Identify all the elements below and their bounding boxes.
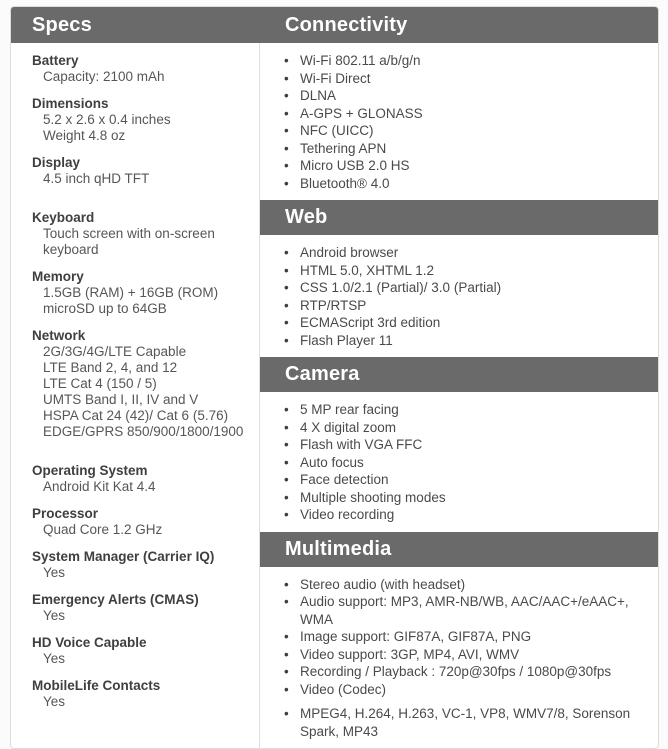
section-header-bar — [260, 532, 658, 567]
section-item: • Wi-Fi 802.11 a/b/g/n — [260, 52, 654, 70]
spec-value: Android Kit Kat 4.4 — [43, 479, 156, 494]
spec-group — [32, 592, 249, 624]
content-columns — [11, 43, 658, 748]
section-item: • Tethering APN — [260, 140, 654, 158]
section-item: • HTML 5.0, XHTML 1.2 — [260, 262, 654, 280]
section-item: • Android browser — [260, 244, 654, 262]
spec-value: Weight 4.8 oz — [43, 128, 126, 143]
spec-value: 2G/3G/4G/LTE Capable — [43, 344, 187, 359]
section-item: • MPEG4, H.264, H.263, VC-1, VP8, WMV7/8, Sorenson Spark, MP43 — [260, 705, 654, 740]
spec-group-label: System Manager (Carrier IQ) — [32, 549, 215, 564]
section-item: • Flash with VGA FFC — [260, 436, 654, 454]
section-header-bar — [260, 200, 658, 235]
spec-value: Quad Core 1.2 GHz — [43, 522, 163, 537]
spec-group-label: Processor — [32, 506, 99, 521]
section-item: • ECMAScript 3rd edition — [260, 314, 654, 332]
spec-group — [32, 53, 249, 85]
spec-group — [32, 328, 249, 440]
spec-group — [32, 269, 249, 317]
section-header-bar — [260, 357, 658, 392]
spec-group — [32, 210, 249, 258]
top-header-bar — [11, 7, 658, 43]
section-item-list — [260, 43, 658, 200]
section-item: • Video recording — [260, 506, 654, 524]
section-item: • Multiple shooting modes — [260, 489, 654, 507]
spec-group-label: HD Voice Capable — [32, 635, 147, 650]
section-item: • Flash Player 11 — [260, 332, 654, 350]
spec-group-label: Emergency Alerts (CMAS) — [32, 592, 199, 607]
section-item-list — [260, 392, 658, 532]
spec-value: LTE Band 2, 4, and 12 — [43, 360, 178, 375]
specs-title: Specs — [32, 14, 92, 36]
spec-value: 1.5GB (RAM) + 16GB (ROM) — [43, 285, 219, 300]
spec-value: 5.2 x 2.6 x 0.4 inches — [43, 112, 171, 127]
section-item: • Wi-Fi Direct — [260, 70, 654, 88]
spec-group-values — [32, 69, 249, 85]
section-item: • Video (Codec) — [260, 681, 654, 699]
spec-group-values — [32, 344, 249, 440]
spec-group-values — [32, 226, 249, 258]
spec-group — [32, 506, 249, 538]
spec-group — [32, 463, 249, 495]
spec-group-label: Dimensions — [32, 96, 109, 111]
section-item: • A-GPS + GLONASS — [260, 105, 654, 123]
section-title: Multimedia — [285, 537, 392, 560]
section-item: • Face detection — [260, 471, 654, 489]
section-item: • CSS 1.0/2.1 (Partial)/ 3.0 (Partial) — [260, 279, 654, 297]
spec-group-label: Keyboard — [32, 210, 95, 225]
section-item: • Recording / Playback : 720p@30fps / 1080p@30fps — [260, 663, 654, 681]
section-item: • NFC (UICC) — [260, 122, 654, 140]
section-item-list — [260, 567, 658, 749]
spec-group-values — [32, 112, 249, 144]
spec-value: Capacity: 2100 mAh — [43, 69, 165, 84]
spec-value: 4.5 inch qHD TFT — [43, 171, 150, 186]
section-title: Camera — [285, 363, 360, 385]
spec-group-label: Battery — [32, 53, 79, 68]
connectivity-header-cell — [260, 7, 658, 43]
spec-value: Yes — [43, 694, 66, 709]
spec-section — [260, 532, 658, 749]
spec-value: UMTS Band I, II, IV and V — [43, 392, 199, 407]
section-item: • Auto focus — [260, 454, 654, 472]
section-item: • DLNA — [260, 87, 654, 105]
spec-group — [32, 96, 249, 144]
spec-value: Yes — [43, 651, 66, 666]
details-column — [260, 43, 658, 748]
spec-value: Yes — [43, 565, 66, 580]
spec-group-label: Memory — [32, 269, 84, 284]
spec-group — [32, 635, 249, 667]
spec-value: Touch screen with on-screen keyboard — [43, 226, 215, 257]
connectivity-title: Connectivity — [285, 14, 408, 36]
spec-section — [260, 357, 658, 532]
section-item: • Bluetooth® 4.0 — [260, 175, 654, 193]
spec-group-values — [32, 522, 249, 538]
spec-group-label: Network — [32, 328, 86, 343]
spec-group-values — [32, 565, 249, 581]
spec-group-label: MobileLife Contacts — [32, 678, 161, 693]
spec-group — [32, 549, 249, 581]
section-item: • Video support: 3GP, MP4, AVI, WMV — [260, 646, 654, 664]
spec-panel — [10, 6, 659, 749]
spec-group-label: Operating System — [32, 463, 148, 478]
section-title: Web — [285, 206, 328, 228]
spec-group-values — [32, 651, 249, 667]
spec-group-values — [32, 285, 249, 317]
spec-group — [32, 155, 249, 187]
spec-value: LTE Cat 4 (150 / 5) — [43, 376, 157, 391]
spec-section — [260, 200, 658, 357]
section-item: • Stereo audio (with headset) — [260, 576, 654, 594]
spec-group-values — [32, 608, 249, 624]
spec-group — [32, 678, 249, 710]
section-item: • Micro USB 2.0 HS — [260, 157, 654, 175]
spec-value: microSD up to 64GB — [43, 301, 167, 316]
section-item-list — [260, 235, 658, 357]
spec-section — [260, 43, 658, 200]
section-item: • RTP/RTSP — [260, 297, 654, 315]
specs-column — [11, 43, 260, 748]
spec-group-values — [32, 694, 249, 710]
section-item: • Image support: GIF87A, GIF87A, PNG — [260, 628, 654, 646]
section-item: • 5 MP rear facing — [260, 401, 654, 419]
spec-value: EDGE/GPRS 850/900/1800/1900 — [43, 424, 244, 439]
spec-group-label: Display — [32, 155, 81, 170]
section-item: • Audio support: MP3, AMR-NB/WB, AAC/AAC+/eAAC+, WMA — [260, 593, 654, 628]
spec-group-values — [32, 479, 249, 495]
spec-value: HSPA Cat 24 (42)/ Cat 6 (5.76) — [43, 408, 229, 423]
spec-group-values — [32, 171, 249, 187]
section-item: • 4 X digital zoom — [260, 419, 654, 437]
specs-header-cell — [11, 7, 260, 43]
spec-value: Yes — [43, 608, 66, 623]
